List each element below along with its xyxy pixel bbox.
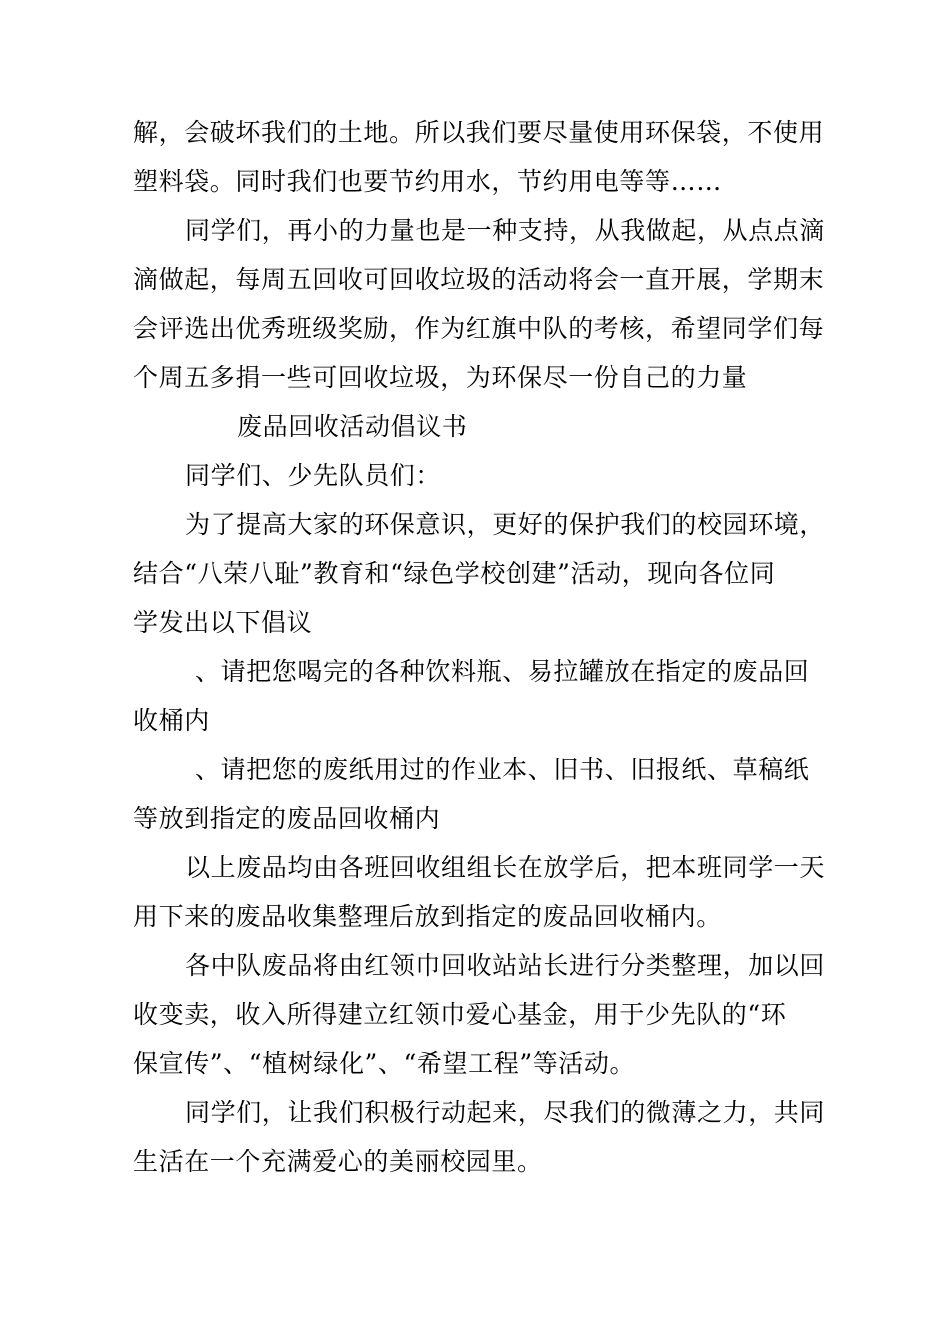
- text-line: 滴做起，每周五回收可回收垃圾的活动将会一直开展，学期末: [133, 265, 825, 294]
- text-line: 个周五多捐一些可回收垃圾，为环保尽一份自己的力量: [133, 363, 748, 392]
- text-line: 同学们，再小的力量也是一种支持，从我做起，从点点滴: [185, 216, 826, 245]
- text-line: 同学们，让我们积极行动起来，尽我们的微薄之力，共同: [185, 1098, 826, 1127]
- text-line: 塑料袋。同时我们也要节约用水，节约用电等等……: [133, 167, 722, 196]
- list-item-line: 、请把您喝完的各种饮料瓶、易拉罐放在指定的废品回: [195, 657, 810, 686]
- list-item-line: 、请把您的废纸用过的作业本、旧书、旧报纸、草稿纸: [195, 755, 810, 784]
- text-line: 生活在一个充满爱心的美丽校园里。: [133, 1147, 543, 1176]
- document-body: [133, 108, 833, 1186]
- salutation: 同学们、少先队员们：: [185, 461, 442, 490]
- text-line: 用下来的废品收集整理后放到指定的废品回收桶内。: [133, 902, 722, 931]
- text-line: 解，会破坏我们的土地。所以我们要尽量使用环保袋，不使用: [133, 118, 825, 147]
- text-line: 收变卖，收入所得建立红领巾爱心基金，用于少先队的“环: [133, 1000, 787, 1029]
- list-item-line: 收桶内: [133, 706, 210, 735]
- text-line: 以上废品均由各班回收组组长在放学后，把本班同学一天: [185, 853, 826, 882]
- document-title: 废品回收活动倡议书: [237, 412, 468, 441]
- text-line: 会评选出优秀班级奖励，作为红旗中队的考核，希望同学们每: [133, 314, 825, 343]
- text-line: 结合“八荣八耻”教育和“绿色学校创建”活动，现向各位同: [133, 559, 776, 588]
- text-line: 为了提高大家的环保意识，更好的保护我们的校园环境，: [185, 510, 826, 539]
- text-line: 学发出以下倡议: [133, 608, 313, 637]
- list-item-line: 等放到指定的废品回收桶内: [133, 804, 441, 833]
- text-line: 各中队废品将由红领巾回收站站长进行分类整理，加以回: [185, 951, 826, 980]
- text-line: 保宣传”、“植树绿化”、“希望工程”等活动。: [133, 1049, 636, 1078]
